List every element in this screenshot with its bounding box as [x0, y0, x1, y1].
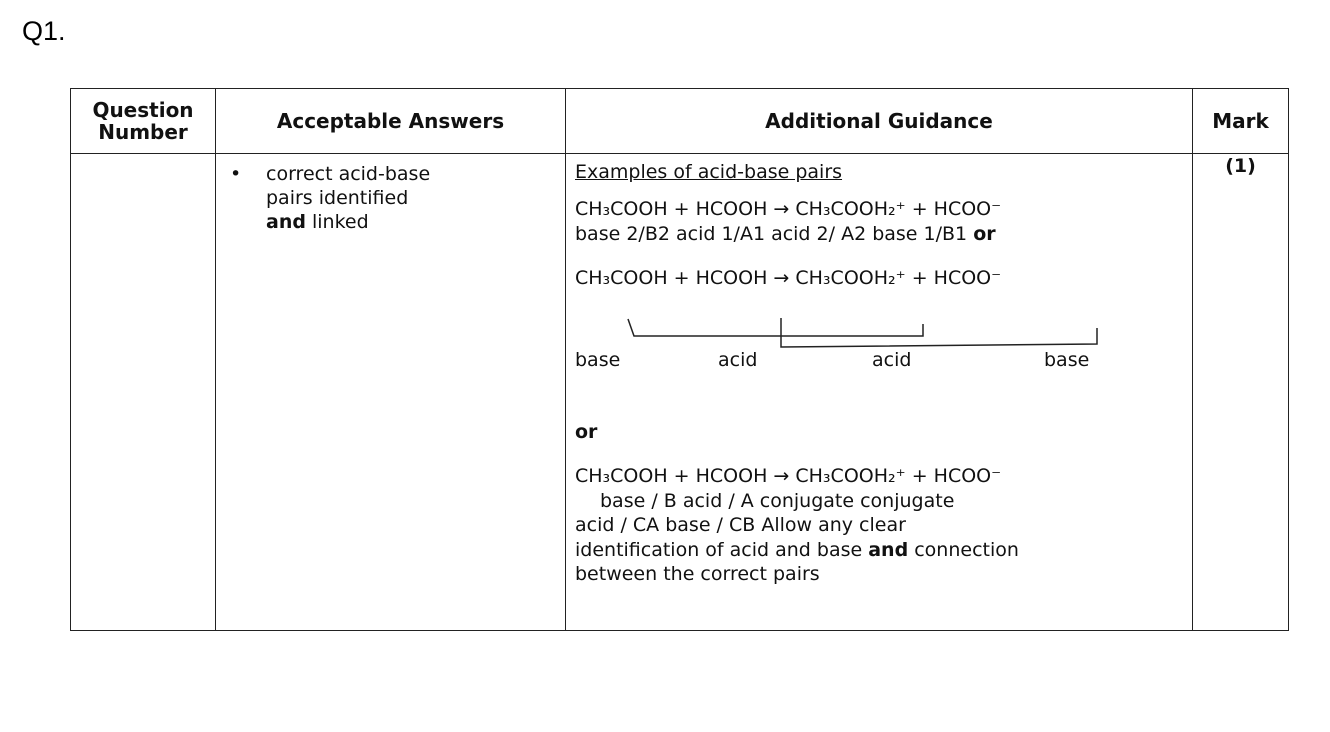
- header-row: [71, 89, 1289, 154]
- labels-3-line-1: base / B acid / A conjugate conjugate: [600, 490, 955, 512]
- label-acid-1: acid: [718, 349, 758, 371]
- label-base-1: base: [575, 349, 621, 371]
- mark-cell: (1): [1193, 154, 1289, 631]
- or-inline: or: [973, 223, 996, 245]
- labels-1-text: base 2/B2 acid 1/A1 acid 2/ A2 base 1/B1: [575, 223, 974, 245]
- equation-3: CH₃COOH + HCOOH → CH₃COOH₂⁺ + HCOO⁻: [575, 465, 1002, 487]
- allow-line-2: between the correct pairs: [575, 563, 820, 585]
- allow-and: and: [868, 539, 909, 561]
- additional-guidance-cell: [566, 154, 1193, 631]
- bullet-icon: •: [230, 163, 242, 185]
- header-acceptable-answers: Acceptable Answers: [216, 89, 566, 154]
- allow-text-1: identification of acid and base: [575, 539, 869, 561]
- allow-text-1-end: connection: [908, 539, 1019, 561]
- header-question-number: Question Number: [71, 89, 216, 154]
- header-mark: Mark: [1193, 89, 1289, 154]
- equation-1: CH₃COOH + HCOOH → CH₃COOH₂⁺ + HCOO⁻: [575, 198, 1002, 220]
- allow-line-1: [575, 538, 1019, 562]
- answer-line-3: [266, 210, 557, 234]
- labels-3-line-2: acid / CA base / CB Allow any clear: [575, 514, 906, 536]
- question-label: Q1.: [22, 16, 66, 46]
- examples-heading: Examples of acid-base pairs: [575, 161, 843, 183]
- or-text: or: [575, 421, 598, 443]
- answer-line-1: correct acid-base: [266, 163, 431, 185]
- acceptable-answers-cell: [216, 154, 566, 631]
- equation-2: CH₃COOH + HCOOH → CH₃COOH₂⁺ + HCOO⁻: [575, 267, 1002, 289]
- header-additional-guidance: Additional Guidance: [566, 89, 1193, 154]
- linking-brackets: [566, 304, 1193, 354]
- labels-line-1: [575, 222, 996, 246]
- or-separator: [575, 420, 597, 444]
- answer-and: and: [266, 211, 306, 233]
- label-base-2: base: [1044, 349, 1090, 371]
- bracket-acid-base: [781, 318, 1097, 347]
- label-acid-2: acid: [872, 349, 912, 371]
- answer-line-2: pairs identified: [266, 187, 409, 209]
- bracket-base-acid: [628, 319, 923, 336]
- question-number-cell: [71, 154, 216, 631]
- answer-row: [71, 154, 1289, 631]
- answer-linked: linked: [305, 211, 369, 233]
- mark-scheme-table: [70, 88, 1289, 631]
